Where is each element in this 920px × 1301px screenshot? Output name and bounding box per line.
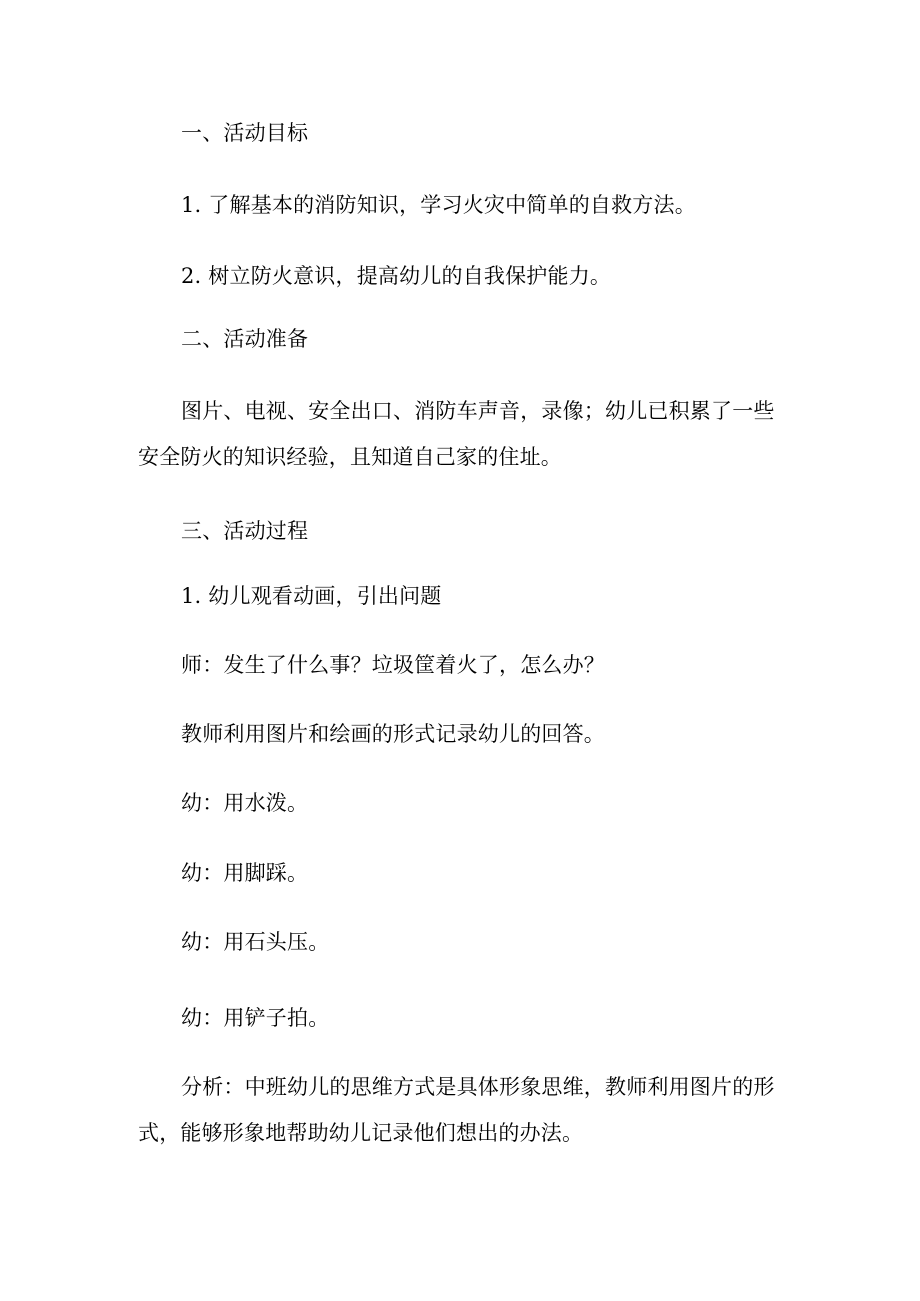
goal-item-2: 2. 树立防火意识，提高幼儿的自我保护能力。 <box>181 264 612 288</box>
process-step-1: 1. 幼儿观看动画，引出问题 <box>181 584 442 608</box>
child-answer: 幼：用石头压。 <box>181 930 330 954</box>
section-heading-preparation: 二、活动准备 <box>181 327 309 351</box>
child-answer: 幼：用脚踩。 <box>181 861 309 885</box>
section-heading-process: 三、活动过程 <box>181 519 309 543</box>
child-answer: 幼：用水泼。 <box>181 791 309 815</box>
teacher-note: 教师利用图片和绘画的形式记录幼儿的回答。 <box>181 722 605 746</box>
child-answer: 幼：用铲子拍。 <box>181 1006 330 1030</box>
preparation-paragraph: 图片、电视、安全出口、消防车声音，录像；幼儿已积累了一些安全防火的知识经验，且知道自己家的住址。 <box>138 399 775 469</box>
goal-item-1: 1. 了解基本的消防知识，学习火灾中简单的自救方法。 <box>181 193 696 217</box>
analysis-paragraph: 分析：中班幼儿的思维方式是具体形象思维，教师利用图片的形式，能够形象地帮助幼儿记录他们想出的办法。 <box>138 1075 775 1145</box>
section-heading-goals: 一、活动目标 <box>181 121 309 145</box>
teacher-question: 师：发生了什么事？垃圾筐着火了，怎么办？ <box>181 653 605 677</box>
